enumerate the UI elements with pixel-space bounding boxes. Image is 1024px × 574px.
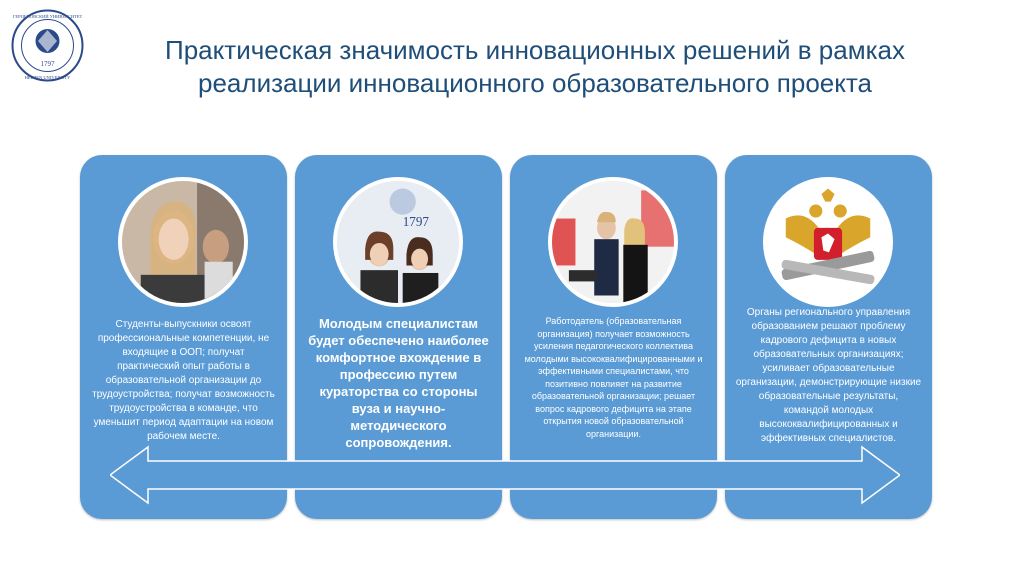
card-regional-authorities-text: Органы регионального управления образованием решают проблему кадрового дефицита в новых образовательных организациях; усиливает образовательные организации, демонстрирующие низкие образовательные результаты, командой молодых высококвалифицированных и эффективных специалистов. bbox=[735, 307, 922, 444]
photo-year-text: 1797 bbox=[402, 214, 429, 230]
double-headed-arrow bbox=[110, 445, 900, 505]
logo-year: 1797 bbox=[40, 60, 55, 68]
card-employer-text: Работодатель (образовательная организация) получает возможность усиления педагогического коллектива молодыми высококвалифицированными и эффективными специалистами, что позитивно повлияет на развитие образовательной организации; решает вопрос кадрового дефицита на этапе открытия новой образовательной организации. bbox=[524, 316, 703, 439]
logo-text-top: ГЕРЦЕНОВСКИЙ УНИВЕРСИТЕТ bbox=[12, 14, 83, 19]
employers-photo bbox=[548, 177, 678, 307]
students-photo bbox=[118, 177, 248, 307]
russian-coat-of-arms bbox=[763, 177, 893, 307]
title-line-2: реализации инновационного образовательного проекта bbox=[198, 68, 872, 98]
card-students-text: Студенты-выпускники освоят профессиональные компетенции, не входящие в ООП; получат практический опыт работы в образовательной организации до трудоустройства; получат возможность трудоустройства в команде, что уменьшит период адаптации на новом рабочем месте. bbox=[92, 319, 275, 442]
card-young-specialists-text: Молодым специалистам будет обеспечено наиболее комфортное вхождение в профессию путем кураторства со стороны вуза и научно-методического сопровождения. bbox=[308, 316, 489, 450]
page-title bbox=[95, 34, 975, 100]
logo-text-side: HERZEN UNIVERSITY bbox=[24, 75, 71, 80]
university-logo bbox=[10, 8, 85, 83]
title-line-1: Практическая значимость инновационных решений в рамках bbox=[165, 35, 905, 65]
young-specialists-photo bbox=[333, 177, 463, 307]
